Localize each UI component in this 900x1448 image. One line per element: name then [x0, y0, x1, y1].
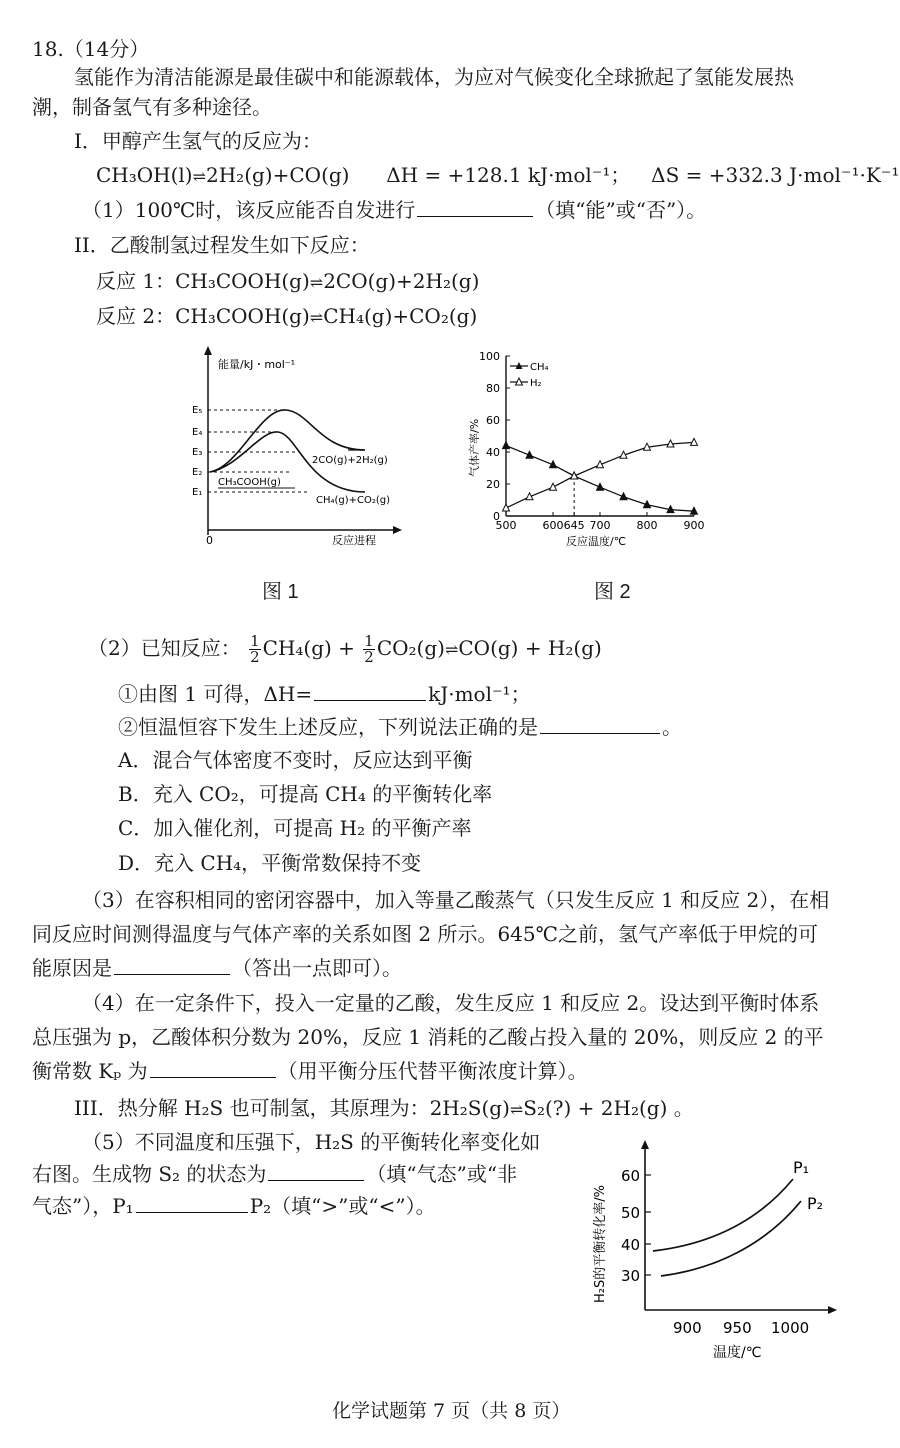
fraction-half-1: $\frac{1}{2}$ — [250, 632, 260, 666]
chart-x-tick-label: 900 — [683, 519, 705, 532]
part-1-title: I．甲醇产生氢气的反应为： — [74, 129, 322, 153]
answer-blank-3[interactable] — [114, 956, 230, 975]
energy-axis-label: 能量/kJ・mol⁻¹ — [218, 358, 296, 371]
answer-blank-4[interactable] — [150, 1059, 276, 1078]
p2-label: P₂ — [807, 1194, 824, 1213]
figure-1-caption: 图 1 — [262, 581, 299, 603]
question-5-line-2: 右图。生成物 S₂ 的状态为 （填“气态”或“非 — [32, 1162, 518, 1186]
chart-x-tick-label: 600 — [542, 519, 564, 532]
chart-y-tick-label: 60 — [486, 414, 500, 427]
level-e4-label: E₄ — [192, 427, 203, 438]
y-tick-60: 60 — [621, 1167, 641, 1185]
equilibrium-arrow-icon: ⇌ — [309, 307, 324, 327]
figure-3-h2s-conversion — [585, 1135, 850, 1370]
fraction-half-2: $\frac{1}{2}$ — [364, 632, 374, 666]
chart-legend — [510, 362, 549, 389]
chart-x-tick-label: 645 — [563, 519, 585, 532]
option-d: D．充入 CH₄，平衡常数保持不变 — [118, 851, 422, 875]
part-2-title: II．乙酸制氢过程发生如下反应： — [74, 233, 370, 257]
chart-x-tick-label: 500 — [495, 519, 517, 532]
level-e2-label: E₂ — [192, 467, 203, 478]
y-tick-30: 30 — [621, 1267, 641, 1285]
reaction-2: 反应 2：CH₃COOH(g)⇌CH₄(g)+CO₂(g) — [96, 303, 477, 331]
legend-ch4: CH₄ — [530, 362, 549, 373]
question-2: （2）已知反应： $\frac{1}{2}$ CH₄(g) + $\frac{1}{2}$ CO₂(g)⇌CO(g) + H₂(g) — [88, 628, 602, 670]
page-footer: 化学试题第 7 页（共 8 页） — [332, 1400, 571, 1422]
x-tick-950: 950 — [723, 1319, 752, 1337]
chart-y-tick-label: 0 — [493, 510, 500, 523]
answer-blank-2-2[interactable] — [540, 715, 660, 734]
question-3-line-3: 能原因是 （答出一点即可）。 — [32, 956, 402, 980]
chart-x-axis-label: 反应温度/℃ — [566, 535, 627, 548]
equilibrium-arrow-icon: ⇌ — [444, 639, 459, 659]
chart-x-tick-label: 800 — [636, 519, 658, 532]
equilibrium-arrow-icon: ⇌ — [309, 272, 324, 292]
question-4-line-3: 衡常数 Kₚ 为 （用平衡分压代替平衡浓度计算）。 — [32, 1059, 588, 1083]
y-axis-label: H₂S的平衡转化率/% — [593, 1185, 608, 1303]
answer-blank-2-1[interactable] — [314, 682, 426, 701]
option-a: A．混合气体密度不变时，反应达到平衡 — [118, 748, 473, 772]
intro-line-1: 氢能作为清洁能源是最佳碳中和能源载体，为应对气候变化全球掀起了氢能发展热 — [74, 65, 794, 89]
chart-y-axis-label: 气体产率/% — [468, 418, 481, 477]
legend-h2: H₂ — [530, 378, 542, 389]
equilibrium-arrow-icon: ⇌ — [192, 166, 207, 186]
question-2-part-2: ②恒温恒容下发生上述反应，下列说法正确的是 。 — [118, 715, 682, 739]
question-number: 18.（14分） — [32, 37, 150, 61]
data-point-1 — [550, 483, 557, 490]
chart-y-tick-label: 100 — [479, 350, 500, 363]
origin-label: 0 — [206, 534, 213, 547]
question-3-line-1: （3）在容积相同的密闭容器中，加入等量乙酸蒸气（只发生反应 1 和反应 2），在相 — [82, 888, 830, 912]
series-line-0 — [506, 446, 694, 512]
product-1-label: 2CO(g)+2H₂(g) — [312, 455, 388, 466]
p2-curve — [661, 1201, 801, 1276]
reactant-label: CH₃COOH(g) — [218, 477, 281, 488]
level-e5-label: E₅ — [192, 405, 203, 416]
progress-axis-label: 反应进程 — [332, 534, 376, 547]
chart-y-tick-label: 20 — [486, 478, 500, 491]
equilibrium-arrow-icon: ⇌ — [509, 1099, 524, 1119]
x-tick-900: 900 — [673, 1319, 702, 1337]
question-5-line-3: 气态”），P₁ P₂（填“>”或“<”）。 — [32, 1194, 436, 1218]
y-axis-arrow-icon — [204, 346, 212, 355]
figure-2-caption: 图 2 — [594, 581, 631, 603]
answer-blank-1[interactable] — [417, 198, 533, 217]
product-2-label: CH₄(g)+CO₂(g) — [316, 495, 391, 506]
level-e3-label: E₃ — [192, 447, 203, 458]
answer-blank-5-1[interactable] — [268, 1162, 364, 1181]
question-3-line-2: 同反应时间测得温度与气体产率的关系如图 2 所示。645℃之前，氢气产率低于甲烷的可 — [32, 922, 818, 946]
p1-curve — [653, 1179, 793, 1251]
chart-y-tick-label: 40 — [486, 446, 500, 459]
y-axis-arrow-icon — [641, 1140, 649, 1149]
level-e1-label: E₁ — [192, 487, 203, 498]
x-axis-arrow-icon — [393, 526, 402, 534]
x-tick-1000: 1000 — [771, 1319, 810, 1337]
chart-y-tick-label: 80 — [486, 382, 500, 395]
data-point-1 — [691, 438, 698, 445]
figure-1-energy-diagram — [180, 340, 410, 555]
intro-line-2: 潮，制备氢气有多种途径。 — [32, 95, 272, 119]
part-1-equation: CH₃OH(l)⇌2H₂(g)+CO(g) ΔH = +128.1 kJ·mol⁻¹； ΔS = +332.3 J·mol⁻¹·K⁻¹ — [96, 162, 899, 190]
question-2-part-1: ①由图 1 可得，ΔH= kJ·mol⁻¹； — [118, 682, 531, 706]
question-4-line-1: （4）在一定条件下，投入一定量的乙酸，发生反应 1 和反应 2。设达到平衡时体系 — [82, 991, 820, 1015]
figure-2-yield-chart — [462, 342, 722, 552]
option-c: C．加入催化剂，可提高 H₂ 的平衡产率 — [118, 816, 472, 840]
question-5-line-1: （5）不同温度和压强下，H₂S 的平衡转化率变化如 — [82, 1130, 541, 1154]
y-tick-50: 50 — [621, 1204, 641, 1222]
x-axis-arrow-icon — [828, 1306, 837, 1314]
chart-x-tick-label: 700 — [589, 519, 611, 532]
p1-label: P₁ — [793, 1158, 810, 1177]
x-axis-label: 温度/℃ — [713, 1345, 762, 1361]
answer-blank-5-2[interactable] — [136, 1194, 248, 1213]
series-line-1 — [506, 442, 694, 508]
question-1: （1）100℃时，该反应能否自发进行 （填“能”或“否”）。 — [82, 198, 707, 222]
option-b: B．充入 CO₂，可提高 CH₄ 的平衡转化率 — [118, 782, 493, 806]
y-tick-40: 40 — [621, 1236, 641, 1254]
part-3-line: III．热分解 H₂S 也可制氢，其原理为：2H₂S(g)⇌S₂(?) + 2H₂(g) 。 — [74, 1095, 694, 1123]
reaction-1: 反应 1：CH₃COOH(g)⇌2CO(g)+2H₂(g) — [96, 268, 479, 296]
data-point-0 — [503, 442, 510, 449]
question-4-line-2: 总压强为 p，乙酸体积分数为 20%，反应 1 消耗的乙酸占投入量的 20%，则反应 2 的平 — [32, 1025, 824, 1049]
